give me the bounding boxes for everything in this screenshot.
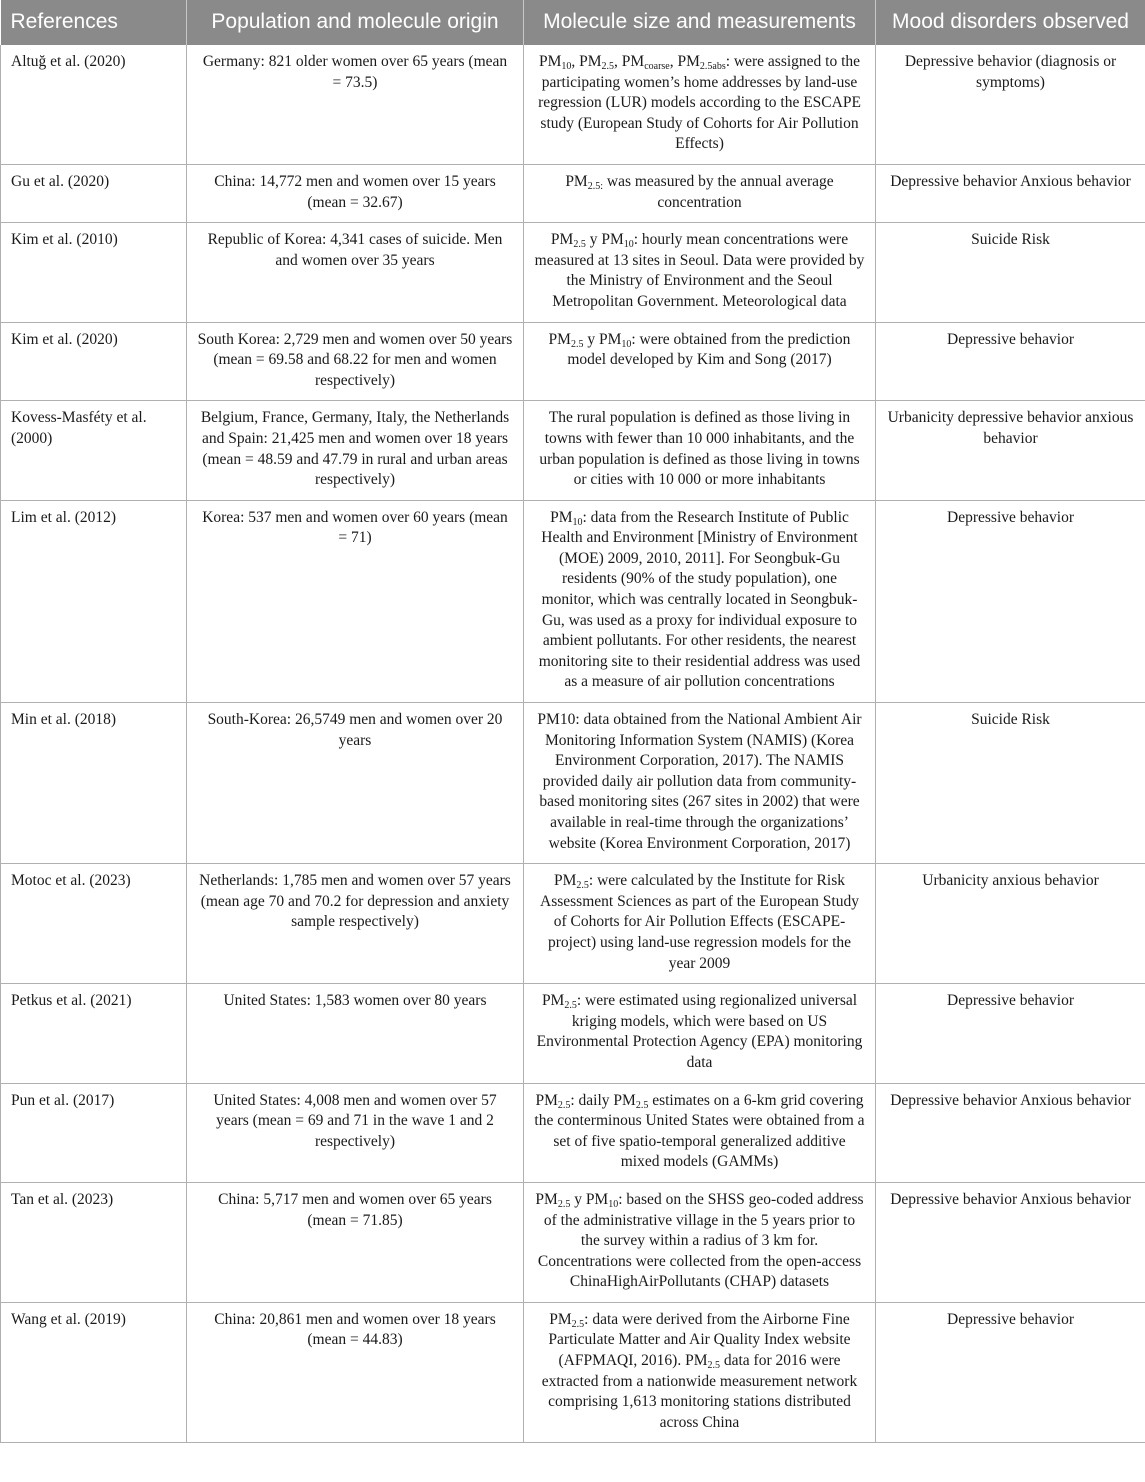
cell-disorders: Depressive behavior <box>876 500 1145 702</box>
table-row <box>1 1302 1145 1443</box>
measurement-subscript: 2.5 <box>635 1099 649 1111</box>
measurement-text: data for 2016 were extracted from a nationwide measurement network comprising 1,613 monitoring stations distributed across China <box>541 1352 858 1431</box>
table-row <box>1 703 1145 864</box>
measurement-text: y PM <box>583 330 622 348</box>
table-row <box>1 164 1145 222</box>
cell-reference: Petkus et al. (2021) <box>1 984 187 1083</box>
cell-reference: Motoc et al. (2023) <box>1 864 187 984</box>
table-header <box>1 0 1145 45</box>
cell-reference: Wang et al. (2019) <box>1 1302 187 1443</box>
measurement-subscript: 2.5: <box>587 180 603 192</box>
cell-disorders: Depressive behavior Anxious behavior <box>876 1083 1145 1182</box>
cell-measurement <box>524 1302 876 1443</box>
table-row <box>1 500 1145 702</box>
cell-disorders: Suicide Risk <box>876 223 1145 322</box>
cell-population: South Korea: 2,729 men and women over 50 years (mean = 69.58 and 68.22 for men and women respectively) <box>187 322 524 401</box>
table-row <box>1 984 1145 1083</box>
cell-reference: Kovess-Masféty et al. (2000) <box>1 401 187 500</box>
cell-reference: Min et al. (2018) <box>1 703 187 864</box>
measurement-text: : were estimated using regionalized universal kriging models, which were based on US Environmental Protection Agency (EPA) monitoring data <box>536 992 863 1071</box>
cell-measurement <box>524 500 876 702</box>
cell-reference: Pun et al. (2017) <box>1 1083 187 1182</box>
table-row <box>1 1182 1145 1302</box>
header-population: Population and molecule origin <box>187 0 524 45</box>
table-row <box>1 45 1145 164</box>
cell-population: China: 20,861 men and women over 18 years (mean = 44.83) <box>187 1302 524 1443</box>
cell-measurement <box>524 223 876 322</box>
measurement-text: , PM <box>614 53 645 70</box>
cell-measurement <box>524 703 876 864</box>
measurement-subscript: 2.5 <box>571 1318 585 1330</box>
measurement-subscript: 2.5 <box>573 239 586 251</box>
measurement-subscript: 10 <box>621 338 632 350</box>
header-measurements: Molecule size and measurements <box>524 0 876 45</box>
measurement-subscript: coarse <box>644 61 670 72</box>
header-row <box>1 0 1145 45</box>
measurement-text: PM <box>553 872 577 890</box>
measurement-text: PM <box>538 53 562 70</box>
cell-population: China: 14,772 men and women over 15 years (mean = 32.67) <box>187 164 524 222</box>
measurement-text: PM <box>541 992 565 1010</box>
measurement-subscript: 2.5 <box>601 61 615 72</box>
cell-population: Germany: 821 older women over 65 years (mean = 73.5) <box>187 45 524 164</box>
cell-measurement <box>524 45 876 164</box>
measurement-text: The rural population is defined as those living in towns with fewer than 10 000 inhabitants, and the urban population is defined as those living in towns or cities with 10 000 or more inhabitants <box>539 409 860 489</box>
cell-disorders: Suicide Risk <box>876 703 1145 864</box>
cell-disorders: Depressive behavior (diagnosis or symptoms) <box>876 45 1145 164</box>
table-row <box>1 864 1145 984</box>
measurement-text: : data were derived from the Airborne Fine Particulate Matter and Air Quality Index website (AFPMAQI, 2016). PM <box>548 1310 851 1370</box>
measurement-text: PM <box>549 1310 572 1328</box>
cell-population: China: 5,717 men and women over 65 years (mean = 71.85) <box>187 1182 524 1302</box>
measurement-subscript: 2.5 <box>570 338 584 350</box>
cell-disorders: Urbanicity anxious behavior <box>876 864 1145 984</box>
measurement-text: : data from the Research Institute of Public Health and Environment [Ministry of Environment (MOE) 2009, 2010, 2011]. For Seongbuk-Gu residents (90% of the study population), one monitor, which was centrally located in Seongbuk-Gu, was used as a proxy for individual exposure to ambient pollutants. For other residents, the nearest monitoring site to their residential address was used as a measure of air pollution concentrations <box>538 508 861 691</box>
measurement-text: : were calculated by the Institute for Risk Assessment Sciences as part of the European Study of Cohorts for Air Pollution Effects (ESCAPE-project) using land-use regression models for the year 2009 <box>540 872 859 972</box>
cell-reference: Tan et al. (2023) <box>1 1182 187 1302</box>
cell-disorders: Depressive behavior <box>876 984 1145 1083</box>
measurement-subscript: 2.5 <box>557 1198 571 1210</box>
cell-reference: Kim et al. (2020) <box>1 322 187 401</box>
measurement-text: : were obtained from the prediction model developed by Kim and Song (2017) <box>567 330 851 369</box>
cell-measurement <box>524 401 876 500</box>
cell-population: South-Korea: 26,5749 men and women over 20 years <box>187 703 524 864</box>
cell-disorders: Depressive behavior Anxious behavior <box>876 164 1145 222</box>
measurement-subscript: 10 <box>623 239 634 251</box>
measurement-text: y PM <box>585 231 624 249</box>
measurement-text: estimates on a 6-km grid covering the conterminous United States were obtained from a set of five spatio-temporal generalized additive mixed models (GAMMs) <box>534 1091 865 1171</box>
measurement-subscript: 2.5 <box>707 1360 720 1372</box>
cell-population: United States: 1,583 women over 80 years <box>187 984 524 1083</box>
measurement-text: : hourly mean concentrations were measured at 13 sites in Seoul. Data were provided by the Ministry of Environment and the Seoul Metropolitan Government. Meteorological data <box>534 231 865 310</box>
table-row <box>1 322 1145 401</box>
cell-measurement <box>524 984 876 1083</box>
table-row <box>1 1083 1145 1182</box>
cell-measurement <box>524 864 876 984</box>
measurement-text: PM <box>550 508 573 526</box>
table-row <box>1 401 1145 500</box>
cell-reference: Lim et al. (2012) <box>1 500 187 702</box>
cell-measurement <box>524 164 876 222</box>
cell-population: Netherlands: 1,785 men and women over 57 years (mean age 70 and 70.2 for depression and anxiety sample respectively) <box>187 864 524 984</box>
header-disorders: Mood disorders observed <box>876 0 1145 45</box>
measurement-subscript: 2.5 <box>576 880 589 892</box>
measurement-text: PM <box>535 1091 558 1109</box>
measurement-subscript: 10 <box>561 61 572 72</box>
measurement-text: PM <box>535 1190 558 1208</box>
measurement-subscript: 2.5 <box>557 1099 571 1111</box>
cell-disorders: Depressive behavior <box>876 322 1145 401</box>
cell-disorders: Depressive behavior <box>876 1302 1145 1443</box>
cell-population: United States: 4,008 men and women over 57 years (mean = 69 and 71 in the wave 1 and 2 respectively) <box>187 1083 524 1182</box>
measurement-subscript: 2.5 <box>564 1000 577 1012</box>
cell-reference: Gu et al. (2020) <box>1 164 187 222</box>
measurement-text: PM <box>548 330 571 348</box>
measurement-text: was measured by the annual average concentration <box>603 172 834 211</box>
measurement-text: PM <box>565 172 588 190</box>
cell-measurement <box>524 1083 876 1182</box>
measurement-text: , PM <box>669 53 700 70</box>
measurement-text: PM10: data obtained from the National Ambient Air Monitoring Information System (NAMIS) (Korea Environment Corporation, 2017). The NAMIS provided daily air pollution data from community-based monitoring sites (267 sites in 2002) that were available in real-time through the organizations’ website (Korea Environment Corporation, 2017) <box>537 711 862 852</box>
cell-reference: Altuğ et al. (2020) <box>1 45 187 164</box>
measurement-text: : based on the SHSS geo-coded address of the administrative village in the 5 years prior to the survey within a radius of 3 km for. Concentrations were collected from the open-access ChinaHighAirPollutants (CHAP) datasets <box>537 1190 864 1291</box>
cell-population: Belgium, France, Germany, Italy, the Netherlands and Spain: 21,425 men and women over 18 years (mean = 48.59 and 47.79 in rural and urban areas respectively) <box>187 401 524 500</box>
measurement-text: y PM <box>570 1190 609 1208</box>
measurement-subscript: 10 <box>572 516 583 528</box>
measurement-text: PM <box>550 231 574 249</box>
cell-population: Republic of Korea: 4,341 cases of suicide. Men and women over 35 years <box>187 223 524 322</box>
measurement-subscript: 10 <box>608 1198 619 1210</box>
table-row <box>1 223 1145 322</box>
measurement-text: , PM <box>571 53 602 70</box>
measurement-text: : daily PM <box>570 1091 636 1109</box>
measurement-subscript: 2.5abs <box>699 61 726 72</box>
cell-reference: Kim et al. (2010) <box>1 223 187 322</box>
table-body <box>1 45 1145 1443</box>
cell-population: Korea: 537 men and women over 60 years (mean = 71) <box>187 500 524 702</box>
header-references: References <box>1 0 187 45</box>
cell-measurement <box>524 1182 876 1302</box>
cell-disorders: Depressive behavior Anxious behavior <box>876 1182 1145 1302</box>
measurement-text: : were assigned to the participating women’s home addresses by land-use regression (LUR) models according to the ESCAPE study (European Study of Cohorts for Air Pollution Effects) <box>538 53 861 153</box>
cell-disorders: Urbanicity depressive behavior anxious behavior <box>876 401 1145 500</box>
cell-measurement <box>524 322 876 401</box>
